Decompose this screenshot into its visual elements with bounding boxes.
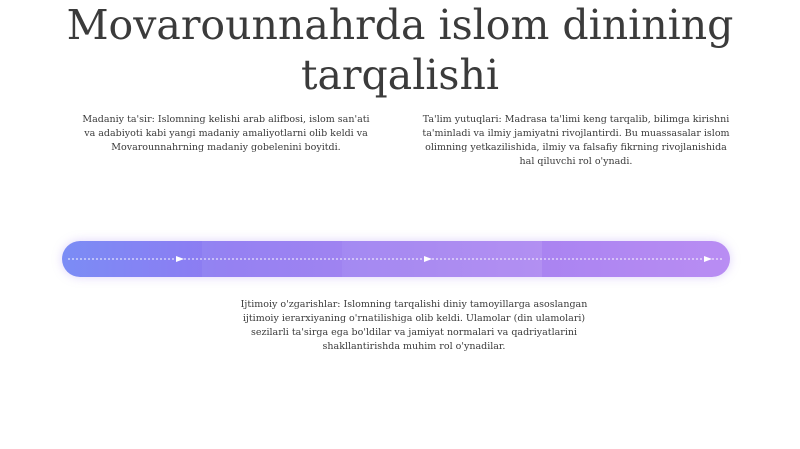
arrow-head-icon [176, 256, 184, 262]
arrow-head-icon [424, 256, 432, 262]
education-achievements-text: Ta'lim yutuqlari: Madrasa ta'limi keng tarqalib, bilimga kirishni ta'minladi va ilmiy jamiyatni rivojlantirdi. Bu muassasalar islom olimning yetkazilishida, ilmiy va falsafiy fikrning rivojlanishida hal qiluvchi rol o'ynadi. [422, 114, 730, 167]
arrow-head-icon [704, 256, 712, 262]
cultural-impact-text: Madaniy ta'sir: Islomning kelishi arab alifbosi, islom san'ati va adabiyoti kabi yangi madaniy amaliyotlarni olib keldi va Movarounnahrning madaniy gobelenini boyitdi. [82, 114, 370, 153]
page-title: Movarounnahrda islom dinining tarqalishi [66, 1, 734, 99]
timeline-arrows [62, 241, 730, 277]
timeline-bar [62, 241, 730, 277]
social-changes-text: Ijtimoiy o'zgarishlar: Islomning tarqalishi diniy tamoyillarga asoslangan ijtimoiy ierarxiyaning o'rnatilishiga olib keldi. Ulamolar (din ulamolari) sezilarli ta'sirga ega bo'ldilar va jamiyat normalari va qadriyatlarini shakllantirishda muhim rol o'ynadilar. [240, 299, 588, 352]
